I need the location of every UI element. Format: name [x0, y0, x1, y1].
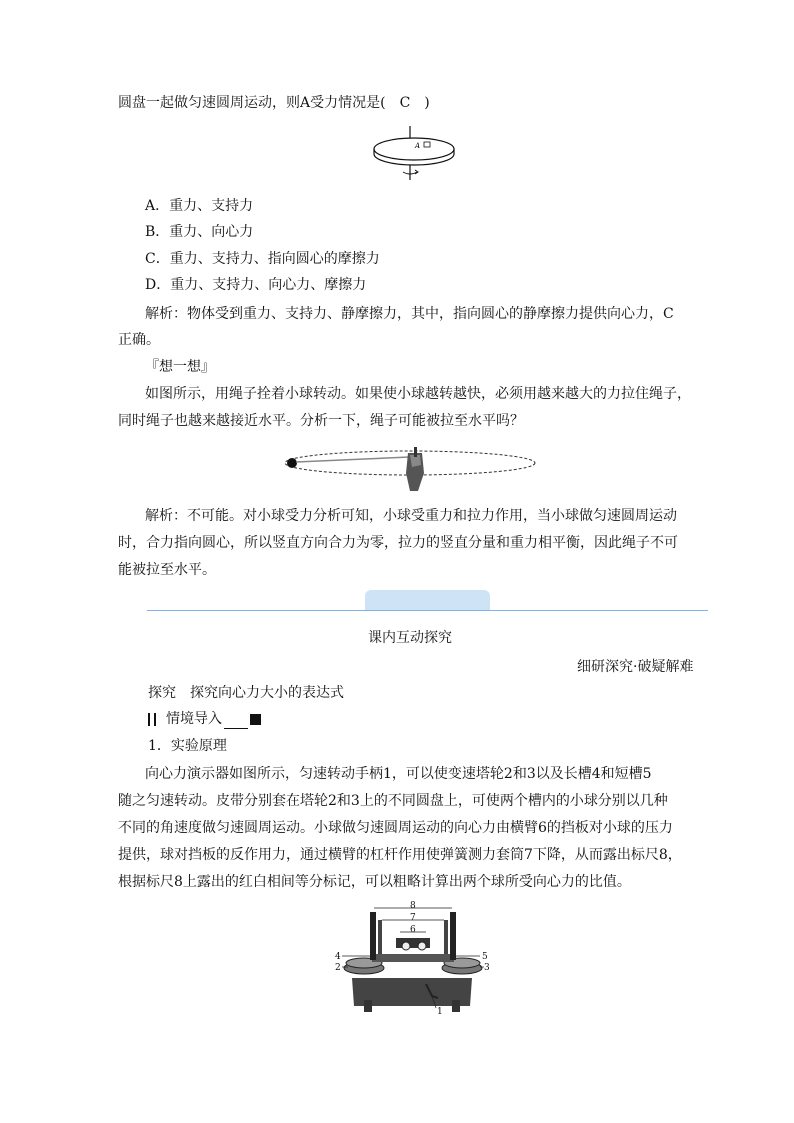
rope-ball-figure [282, 443, 542, 495]
item1-title: 1．实验原理 [148, 738, 227, 754]
label-1: 1 [437, 1007, 443, 1017]
label-2: 2 [335, 963, 341, 973]
answer-line-2: 时，合力指向圆心，所以竖直方向合力为零，拉力的竖直分量和重力相平衡，因此绳子不可 [118, 535, 678, 551]
option-a: A．重力、支持力 [145, 198, 254, 214]
underline-rule [224, 714, 248, 729]
item1-line-1: 向心力演示器如图所示，匀速转动手柄1，可以使变速塔轮2和3以及长槽4和短槽5 [145, 766, 652, 782]
section-title: 课内互动探究 [368, 630, 452, 646]
label-6: 6 [410, 925, 416, 935]
item1-line-2: 随之匀速转动。皮带分别套在塔轮2和3上的不同圆盘上，可使两个槽内的小球分别以几种 [118, 793, 668, 809]
centripetal-apparatus-figure [334, 900, 494, 1018]
answer-line-3: 能被拉至水平。 [118, 562, 216, 578]
explore-title: 探究 探究向心力大小的表达式 [148, 685, 344, 701]
think-line-2: 同时绳子也越来越接近水平。分析一下，绳子可能被拉至水平吗？ [118, 413, 524, 429]
think-heading: 『想一想』 [145, 359, 215, 375]
option-d: D．重力、支持力、向心力、摩擦力 [145, 277, 367, 293]
label-4: 4 [335, 952, 341, 962]
label-5: 5 [482, 952, 488, 962]
option-c: C．重力、支持力、指向圆心的摩擦力 [145, 251, 380, 267]
label-7: 7 [410, 913, 416, 923]
intro-heading [148, 709, 261, 729]
think-line-1: 如图所示，用绳子拴着小球转动。如果使小球越转越快，必须用越来越大的力拉住绳子， [145, 386, 691, 402]
section-divider [147, 610, 708, 611]
disk-label-a: A [415, 142, 421, 150]
square-icon [250, 714, 261, 725]
question-stem: 圆盘一起做匀速圆周运动，则A受力情况是( C ) [118, 95, 430, 111]
section-subtitle: 细研深究·破疑解难 [577, 659, 694, 675]
analysis-line-2: 正确。 [118, 332, 160, 348]
label-3: 3 [484, 963, 490, 973]
section-tab [365, 590, 490, 610]
option-b: B．重力、向心力 [145, 224, 254, 240]
item1-line-4: 提供，球对挡板的反作用力，通过横臂的杠杆作用使弹簧测力套筒7下降，从而露出标尺8， [118, 847, 682, 863]
item1-line-3: 不同的角速度做匀速圆周运动。小球做匀速圆周运动的向心力由横臂6的挡板对小球的压力 [118, 820, 673, 836]
answer-line-1: 解析：不可能。对小球受力分析可知，小球受重力和拉力作用，当小球做匀速圆周运动 [145, 508, 677, 524]
analysis-line-1: 解析：物体受到重力、支持力、静摩擦力，其中，指向圆心的静摩擦力提供向心力，C [145, 306, 674, 322]
intro-label: 情境导入 [166, 711, 222, 727]
rotating-disk-figure [370, 124, 460, 184]
item1-line-5: 根据标尺8上露出的红白相间等分标记，可以粗略计算出两个球所受向心力的比值。 [118, 874, 631, 890]
bars-icon [148, 709, 160, 729]
label-8: 8 [410, 901, 416, 911]
